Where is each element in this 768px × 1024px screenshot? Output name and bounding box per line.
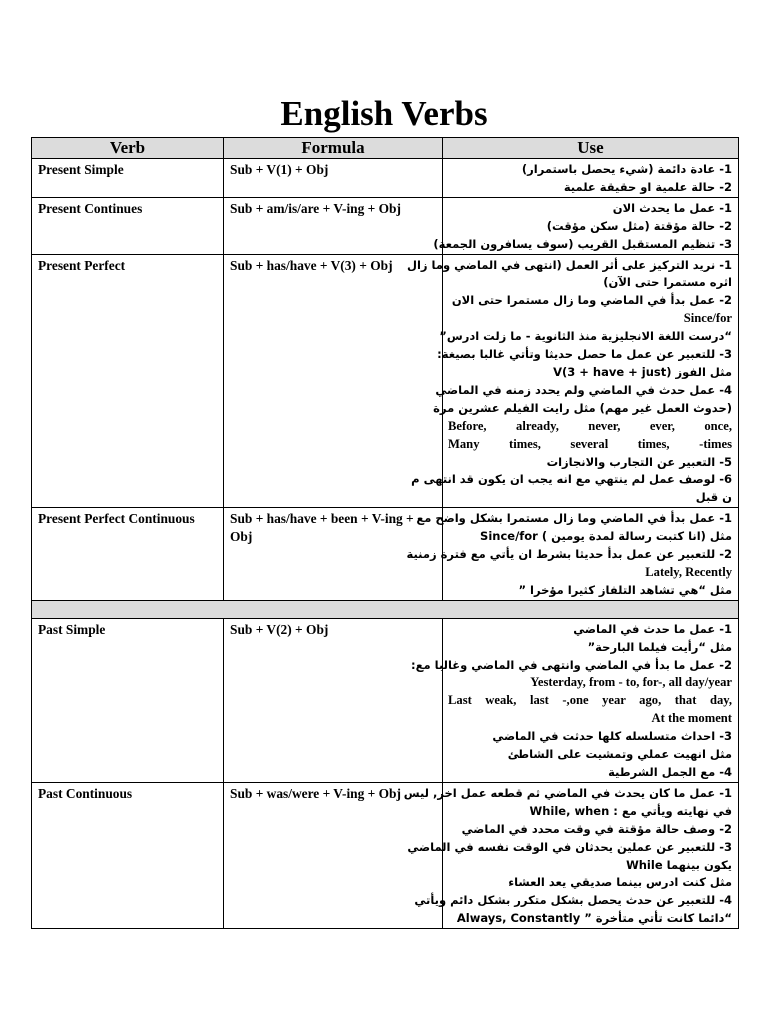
use-line: 1- عادة دائمة (شيء يحصل باستمرار) bbox=[521, 162, 732, 176]
table-row bbox=[32, 197, 739, 254]
use-line: مثل انهيت عملي وتمشيت على الشاطئ bbox=[507, 747, 732, 762]
use-line: Since/for bbox=[683, 311, 732, 326]
use-line: مثل (انا كتبت رسالة لمدة يومين ) Since/for bbox=[480, 529, 732, 544]
use-line: Lately, Recently bbox=[645, 564, 732, 579]
use-line: 1- عمل ما كان يحدث في الماضي ثم قطعه عمل اخر, ليس bbox=[403, 785, 732, 800]
use-line: 1- عمل بدأ في الماضي وما زال مستمرا بشكل واضح مع bbox=[416, 511, 732, 526]
use-cell bbox=[411, 618, 739, 782]
formula-cell: Sub + was/were + V-ing + Obj bbox=[224, 782, 443, 928]
use-line: 1- عمل ما يحدث الان bbox=[612, 200, 732, 215]
use-line: Last weak, last -,one year ago, that day, bbox=[448, 693, 732, 708]
header-formula: Formula bbox=[224, 138, 443, 159]
use-line: اثره مستمرا حتى الآن) bbox=[603, 275, 732, 290]
use-line: “دائما كانت تأتي متأخرة ” Always, Constantly bbox=[456, 911, 732, 926]
use-line: 2- وصف حالة مؤقتة في وقت محدد في الماضي bbox=[461, 821, 732, 836]
use-line: 1- عمل ما حدث في الماضي bbox=[573, 621, 732, 636]
use-line: 1- نريد التركيز على أثر العمل (انتهى في الماضي وما زال bbox=[407, 257, 732, 272]
use-line: Yesterday, from - to, for-, all day/year bbox=[530, 675, 732, 690]
formula-cell: Sub + V(2) + Obj bbox=[224, 618, 443, 782]
use-line: 2- عمل بدأ في الماضي وما زال مستمرا حتى الان bbox=[451, 293, 732, 308]
use-line: 4- مع الجمل الشرطية bbox=[608, 765, 732, 779]
verb-cell: Present Perfect bbox=[32, 254, 224, 508]
use-line: 3- احداث متسلسله كلها حدثت في الماضي bbox=[492, 729, 732, 744]
use-line: 5- التعبير عن التجارب والانجازات bbox=[546, 454, 732, 469]
use-line: 4- للتعبير عن حدث يحصل بشكل متكرر بشكل دائم ويأتي bbox=[414, 893, 732, 908]
spacer-cell bbox=[32, 600, 739, 618]
use-line: 2- للتعبير عن عمل بدأ حديثا بشرط ان يأتي مع فترة زمنية bbox=[406, 547, 732, 562]
use-line: 3- للتعبير عن عملين يحدثان في الوقت نفسه في الماضي bbox=[407, 839, 732, 854]
formula-cell: Sub + has/have + been + V-ing + Obj bbox=[224, 508, 443, 601]
table-row bbox=[32, 782, 739, 928]
use-cell bbox=[403, 782, 739, 928]
use-cell bbox=[407, 254, 739, 508]
use-line: 2- حالة علمية او حقيقة علمية bbox=[563, 179, 732, 194]
verb-cell: Present Simple bbox=[32, 159, 224, 198]
use-line: 3- للتعبير عن عمل ما حصل حديثا وتأتي غالبا بصيغة: bbox=[437, 347, 732, 362]
table-header-row bbox=[32, 138, 739, 159]
verb-cell: Present Continues bbox=[32, 197, 224, 254]
use-line: ن قبل bbox=[695, 490, 732, 505]
table-row bbox=[32, 618, 739, 782]
use-cell bbox=[433, 197, 739, 254]
use-line: (حدوث العمل غير مهم) مثل رايت الفيلم عشرين مرة bbox=[433, 400, 732, 415]
use-line: “درست اللغة الانجليزية منذ الثانوية - ما زلت ادرس” bbox=[439, 329, 732, 344]
use-line: مثل “هي تشاهد التلفاز كثيرا مؤخرا ” bbox=[518, 582, 732, 597]
table-row bbox=[32, 254, 739, 508]
page-title: English Verbs bbox=[280, 94, 488, 133]
header-verb: Verb bbox=[32, 138, 224, 159]
use-line: 4- عمل حدث في الماضي ولم يحدد زمنه في الماضي bbox=[435, 382, 732, 397]
use-line: Many times, several times, -times bbox=[448, 436, 732, 451]
use-line: 2- حالة مؤقتة (مثل سكن مؤقت) bbox=[546, 218, 732, 233]
formula-cell: Sub + has/have + V(3) + Obj bbox=[224, 254, 443, 508]
verbs-table bbox=[31, 137, 739, 929]
use-line: 6- لوصف عمل لم ينتهي مع انه يجب ان يكون قد انتهى م bbox=[411, 472, 732, 487]
use-line: مثل الفوز (V(3 + have + just bbox=[553, 364, 732, 379]
table-spacer-row bbox=[32, 600, 739, 618]
use-cell bbox=[406, 508, 739, 601]
table-row bbox=[32, 159, 739, 198]
verb-cell: Past Continuous bbox=[32, 782, 224, 928]
formula-cell: Sub + am/is/are + V-ing + Obj bbox=[224, 197, 443, 254]
formula-cell: Sub + V(1) + Obj bbox=[224, 159, 443, 198]
header-use: Use bbox=[443, 138, 739, 159]
verb-cell: Past Simple bbox=[32, 618, 224, 782]
use-line: Before, already, never, ever, once, bbox=[448, 418, 732, 433]
table-row bbox=[32, 508, 739, 601]
use-line: يكون بينهما While bbox=[626, 857, 732, 872]
verb-cell: Present Perfect Continuous bbox=[32, 508, 224, 601]
use-line: At the moment bbox=[651, 711, 732, 726]
use-line: مثل “رأيت فيلما البارحة” bbox=[587, 639, 732, 654]
table-body bbox=[32, 159, 739, 929]
use-line: 2- عمل ما بدأ في الماضي وانتهى في الماضي وغالبا مع: bbox=[411, 657, 732, 672]
use-line: مثل كنت ادرس بينما صديقي يعد العشاء bbox=[508, 875, 732, 890]
use-line: 3- تنظيم المستقبل القريب (سوف يسافرون الجمعة) bbox=[433, 236, 732, 251]
use-line: في نهايته ويأتي مع : While, when bbox=[529, 803, 732, 818]
use-cell bbox=[443, 159, 739, 198]
